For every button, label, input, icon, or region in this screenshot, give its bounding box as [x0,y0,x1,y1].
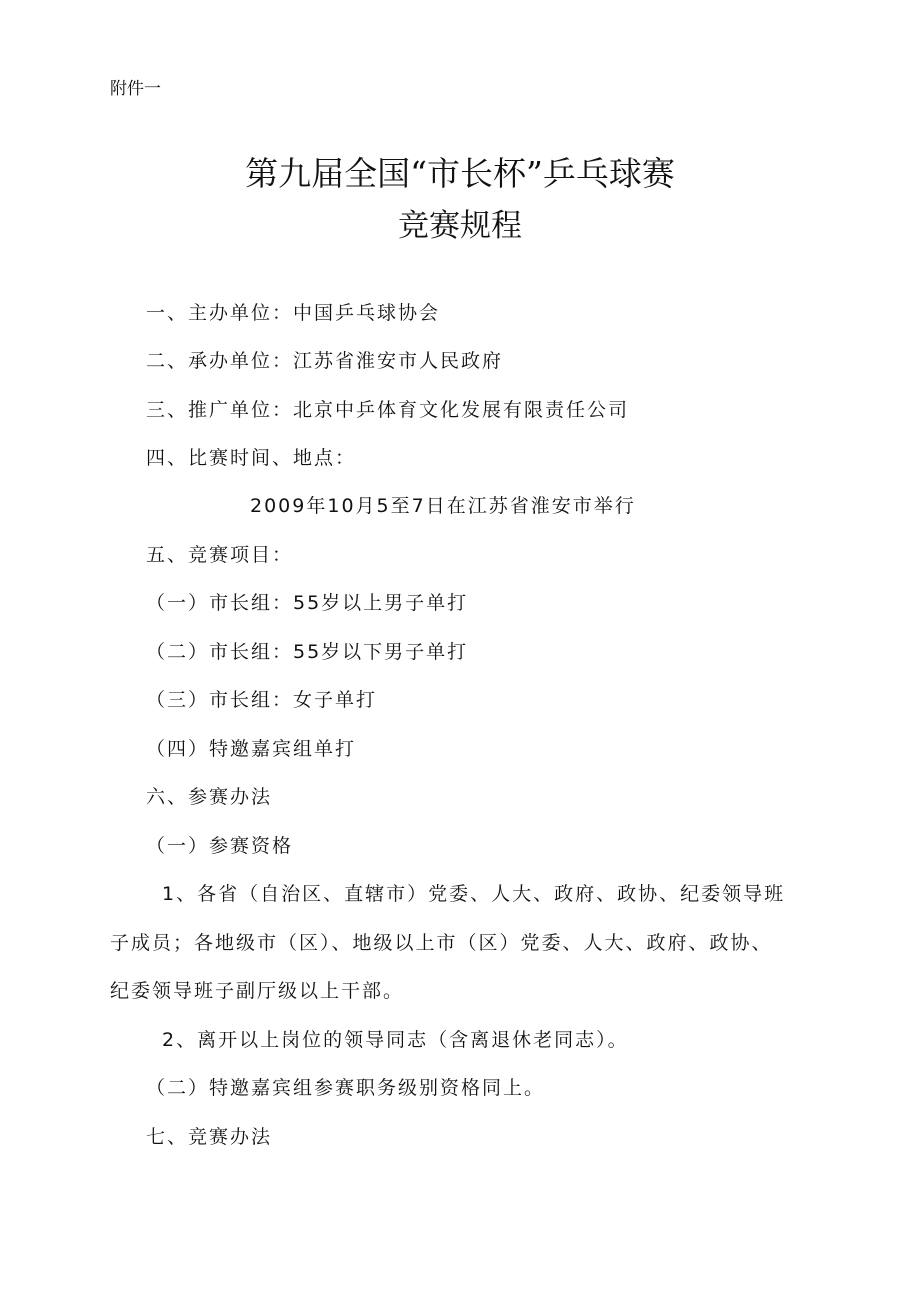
section-competition-method: 七、竞赛办法 [146,1126,273,1148]
event-item-1: （一）市长组：55岁以上男子单打 [146,592,469,614]
eligibility-item-1-line-1: 1、各省（自治区、直辖市）党委、人大、政府、政协、纪委领导班 [162,883,786,905]
event-item-3: （三）市长组：女子单打 [146,689,378,711]
attachment-label: 附件一 [110,79,161,99]
section-events: 五、竞赛项目： [146,544,294,566]
subsection-guest-eligibility: （二）特邀嘉宾组参赛职务级别资格同上。 [146,1077,546,1099]
event-date-location: 2009年10月5至7日在江苏省淮安市举行 [250,495,636,517]
section-host: 二、承办单位：江苏省淮安市人民政府 [146,350,504,372]
event-item-4: （四）特邀嘉宾组单打 [146,738,357,760]
section-time-place: 四、比赛时间、地点： [146,447,357,469]
subsection-eligibility: （一）参赛资格 [146,835,294,857]
event-item-2: （二）市长组：55岁以下男子单打 [146,641,469,663]
section-promoter: 三、推广单位：北京中乒体育文化发展有限责任公司 [146,399,630,421]
eligibility-item-1-line-3: 纪委领导班子副厅级以上干部。 [110,980,405,1002]
eligibility-item-1-line-2: 子成员；各地级市（区）、地级以上市（区）党委、人大、政府、政协、 [110,932,773,954]
page-subtitle: 竞赛规程 [398,208,522,244]
section-participation: 六、参赛办法 [146,786,273,808]
page-title: 第九届全国“市长杯”乒乓球赛 [245,154,675,193]
section-organizer: 一、主办单位：中国乒乓球协会 [146,302,441,324]
eligibility-item-2: 2、离开以上岗位的领导同志（含离退休老同志）。 [162,1029,629,1051]
